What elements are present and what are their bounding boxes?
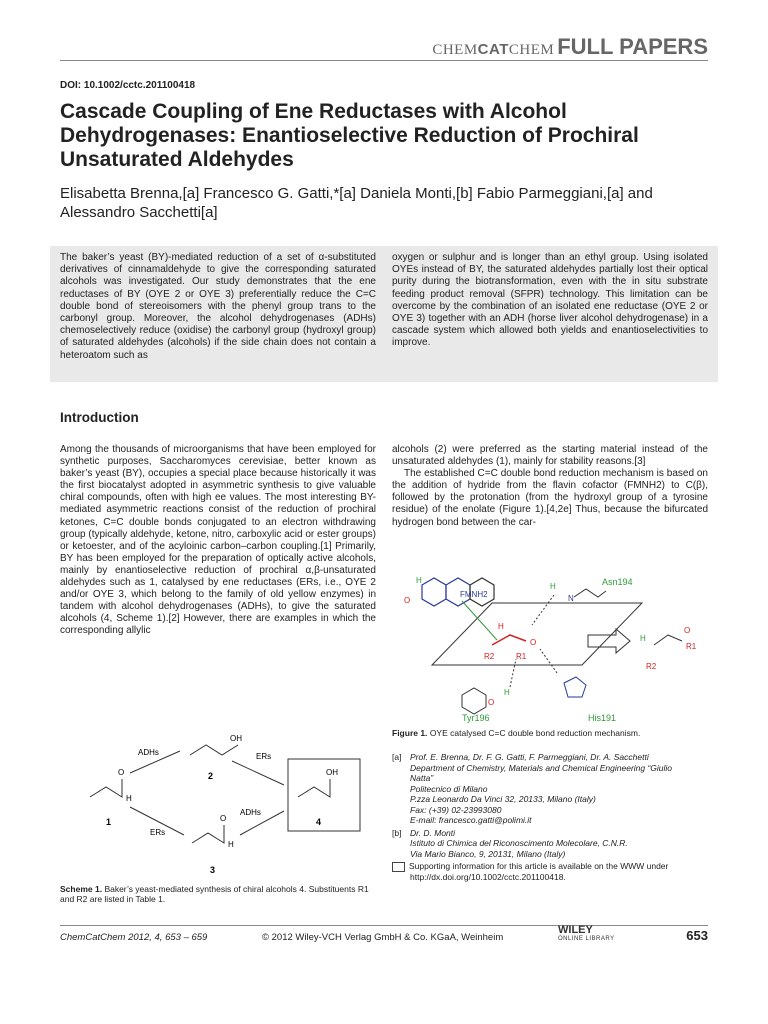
- compound-2-number: 2: [208, 771, 214, 781]
- scheme-1-caption: Scheme 1. Baker’s yeast-mediated synthesis of chiral alcohols 4. Substituents R1 and R2 are listed in Table 1.: [60, 884, 369, 904]
- journal-name: CHEMCATCHEM: [432, 41, 555, 58]
- compound-4-number: 4: [316, 817, 322, 827]
- intro-left-column: Among the thousands of microorganisms that have been employed for synthetic purposes, Saccharomyces cerevisiae, better known as baker’s yeast (BY), occupies a special place because historically it was the first biocatalyst adopted in asymmetric synthesis to give valuable chiral compounds, often with high ee values. The most interesting BY-mediated asymmetric reactions consist of the reduction of prochiral ketones, C=C double bonds conjugated to an electron withdrawing group (typically aldehyde, ketone, nitro, carboxylic acid or ester groups) or ketoester, and of the acyloinic carbon–carbon coupling.[1] Primarily, BY has been employed for the preparation of optically active alcohols, mainly by enantioselective reduction of prochiral α,β-unsaturated aldehydes such as 1, catalysed by ene reductases (ERs, i.e., OYE 2 and/or OYE 3, which belong to the family of old yellow enzymes) in tandem with alcohol dehydrogenases (ADHs), to give the saturated alcohols (4, Scheme 1).[2] However, there are examples in which the corresponding allylic: [60, 444, 376, 637]
- compound-1-structure: [90, 779, 122, 797]
- intro-right-para-1: alcohols (2) were preferred as the starting material instead of the unsaturated aldehydes (1), mainly for stability reasons.[3]: [392, 444, 708, 468]
- substrate-o-label: O: [530, 638, 537, 647]
- section-heading: Introduction: [60, 410, 139, 425]
- substrate-r1-label: R1: [516, 652, 527, 661]
- compound-1-o: O: [118, 768, 125, 777]
- asn-n-label: N: [568, 594, 574, 603]
- substrate-h-label: H: [498, 622, 504, 631]
- figure-1-mechanism: [392, 555, 712, 723]
- footer-copyright: © 2012 Wiley-VCH Verlag GmbH & Co. KGaA, Weinheim: [262, 932, 504, 943]
- abstract-left: The baker’s yeast (BY)-mediated reduction of a set of α-substituted derivatives of cinnamaldehyde to give the corresponding saturated alcohols was investigated. Our study demonstrates that the ene reductases of BY (OYE 2 or OYE 3) preferentially reduce the C=C double bond of stereoisomers with the phenyl group trans to the carbonyl group. Moreover, the alcohol dehydrogenases (ADHs) chemoselectively reduce (oxidise) the carbonyl group (hydroxyl group) of saturated aldehydes (alcohols) if the side chain does not contain a heteroatom such as: [60, 252, 376, 361]
- compound-3-o: O: [220, 814, 227, 823]
- flavin-o-label: O: [404, 596, 411, 605]
- compound-2-oh: OH: [230, 735, 242, 743]
- arrow-2-to-4: [232, 761, 284, 785]
- hydride-arrow: [462, 601, 497, 640]
- tyr-h-label: H: [504, 688, 510, 697]
- asn-chain: [574, 589, 606, 597]
- compound-3-structure: [192, 825, 224, 843]
- adhs-label-2: ADHs: [240, 808, 261, 817]
- supporting-info-link[interactable]: http://dx.doi.org/10.1002/cctc.201100418.: [410, 871, 566, 882]
- adhs-label-1: ADHs: [138, 748, 159, 757]
- authors-line-1: Elisabetta Brenna,[a] Francesco G. Gatti,*[a] Daniela Monti,[b] Fabio Parmeggiani,[a] and: [60, 185, 653, 202]
- intro-right-para-2: The established C=C double bond reduction mechanism is based on the addition of hydride from the flavin cofactor (FMNH2) to C(β), followed by the protonation (from the hydroxyl group of a tyrosine residue) of the enolate (Figure 1).[4,2e] Thus, because the bifurcated hydrogen bond between the car-: [392, 468, 708, 528]
- product-h-label: H: [640, 634, 646, 643]
- intro-right-column: [392, 444, 708, 529]
- asn-h-label: H: [550, 582, 556, 591]
- wiley-logo: WILEY ONLINE LIBRARY: [558, 924, 615, 942]
- doi: DOI: 10.1002/cctc.201100418: [60, 80, 196, 91]
- histidine-ring: [564, 677, 586, 697]
- product-bonds: [654, 635, 682, 645]
- affiliation-footnotes: [392, 752, 708, 882]
- fmnh2-label: FMNH2: [460, 590, 488, 599]
- supporting-info: Supporting information for this article is available on the WWW under http://dx.doi.org/10.1002/cctc.201100418.: [392, 861, 708, 882]
- h-bond-his: [540, 649, 557, 673]
- header-rule: [60, 60, 708, 61]
- ers-label-1: ERs: [256, 752, 272, 761]
- footer-citation: ChemCatChem 2012, 4, 653 – 659: [60, 932, 208, 943]
- affiliation-b: [b] Dr. D. Monti Istituto di Chimica del Riconoscimento Molecolare, C.N.R. Via Mario Bianco, 9, 20131, Milano (Italy): [392, 827, 628, 859]
- substrate-r2-label: R2: [484, 652, 495, 661]
- compound-4-structure: [298, 779, 330, 797]
- product-r2-label: R2: [646, 662, 657, 671]
- product-r1-label: R1: [686, 642, 697, 651]
- affiliation-a: [a] Prof. E. Brenna, Dr. F. G. Gatti, F. Parmeggiani, Dr. A. Sacchetti Department of Chemistry, Materials and Chemical Engineering “Giulio Natta” Politecnico di Milano P.zza Leonardo Da Vinci 32, 20133, Milano (Italy) Fax: (+39) 02-23993080 E-mail: francesco.gatti@polimi.it: [392, 752, 673, 825]
- asn194-label: Asn194: [602, 577, 633, 587]
- substrate-bond: [492, 635, 526, 645]
- reaction-arrow: [588, 629, 630, 653]
- compound-2-structure: [190, 745, 238, 755]
- h-bond-tyr: [510, 659, 516, 687]
- journal-header: [432, 34, 708, 60]
- page-number: 653: [686, 928, 708, 943]
- tyr196-label: Tyr196: [462, 713, 490, 723]
- compound-3-h: H: [228, 840, 234, 849]
- authors-line-2: Alessandro Sacchetti[a]: [60, 204, 218, 221]
- compound-4-oh: OH: [326, 768, 338, 777]
- tyrosine-ring: [462, 688, 486, 714]
- author-list: [60, 184, 710, 222]
- h-bond-asn: [532, 595, 554, 625]
- compound-1-h: H: [126, 794, 132, 803]
- product-o-label: O: [684, 626, 691, 635]
- section-label: FULL PAPERS: [557, 34, 708, 59]
- ers-label-2: ERs: [150, 828, 166, 837]
- compound-4-box: [288, 759, 360, 831]
- tyr-o-label: O: [488, 698, 495, 707]
- compound-3-number: 3: [210, 865, 216, 875]
- compound-1-number: 1: [106, 817, 112, 827]
- figure-1-caption: Figure 1. OYE catalysed C=C double bond reduction mechanism.: [392, 728, 641, 738]
- paper-title: Cascade Coupling of Ene Reductases with Alcohol Dehydrogenases: Enantioselective Reduction of Prochiral Unsaturated Aldehydes: [60, 100, 639, 171]
- flavin-h-label: H: [416, 576, 422, 585]
- computer-icon: [392, 862, 405, 872]
- his191-label: His191: [588, 713, 617, 723]
- abstract-right: oxygen or sulphur and is longer than an ethyl group. Using isolated OYEs instead of BY, the saturated aldehydes partially lost their optical purity during the biotransformation, even with the in situ substrate feeding product removal (SFPR) technology. This limitation can be overcome by the combination of an isolated ene reductase (OYE 2 or OYE 3) together with an ADH (horse liver alcohol dehydrogenase) in a cascade system which allowed both yields and enantioselectivities to improve.: [392, 252, 708, 349]
- enzyme-plane: [432, 603, 642, 665]
- scheme-1: [70, 735, 370, 880]
